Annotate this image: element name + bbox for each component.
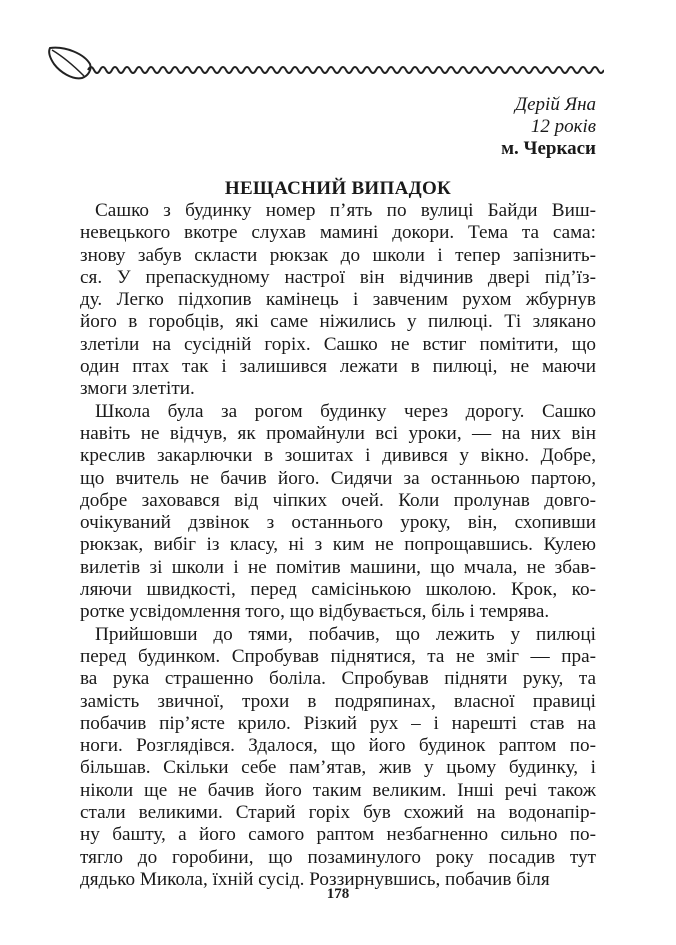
text-line: ду. Легко підхопив камінець і завченим рухом жбурнув (80, 289, 596, 311)
text-line: Прийшовши до тями, побачив, що лежить у пилюці (95, 623, 596, 645)
text-line: навіть не відчув, як промайнули всі уроки, — на них він (80, 422, 596, 444)
author-block (501, 94, 596, 160)
text-line: замість звичної, трохи в подряпинах, власної правиці (80, 690, 596, 712)
text-line: змоги злетіти. (80, 378, 195, 400)
text-line: Сашко з будинку номер п’ять по вулиці Байди Виш- (95, 200, 596, 221)
text-line: невецького вкотре слухав маминi докори. Тема та сама: (80, 222, 596, 244)
text-line: ну башту, а його самого раптом незбагненно сильно по- (80, 824, 596, 846)
feather-wave-ornament-icon (44, 44, 604, 84)
text-line: що вчитель не бачив його. Сидячи за останньою партою, (80, 467, 596, 489)
text-line: вилетів зі школи і не помітив машини, що мчала, не збав- (80, 556, 596, 578)
story-title: НЕЩАСНИЙ ВИПАДОК (224, 178, 452, 199)
text-line: ротке усвідомлення того, що відбувається, біль і темрява. (80, 601, 550, 623)
text-line: тягло до горобини, що позаминулого року посадив тут (80, 846, 596, 868)
text-line: ляючи швидкості, перед самісінькою школою. Крок, ко- (80, 579, 596, 601)
author-age: 12 років (530, 116, 596, 137)
text-line: більшав. Скільки себе пам’ятав, жив у цьому будинку, і (80, 757, 596, 779)
text-line: один птах так і залишився лежати в пилюці, не маючи (80, 356, 596, 378)
text-line: перед будинком. Спробував піднятися, та не зміг — пра- (80, 645, 596, 667)
text-line: дядько Микола, їхній сусід. Роззирнувшись, побачив біля (80, 868, 550, 890)
author-city: м. Черкаси (501, 138, 596, 159)
author-name: Дерій Яна (515, 94, 596, 115)
story-text (80, 200, 596, 891)
page-number: 178 (326, 886, 350, 902)
text-line: рюкзак, вибіг із класу, ні з ким не попрощавшись. Кулею (80, 534, 596, 556)
text-line: очікуваний дзвінок з останнього уроку, він, схопивши (80, 512, 596, 534)
text-line: ноги. Розглядівся. Здалося, що його будинок раптом по- (80, 735, 596, 757)
text-line: ва рука страшенно боліла. Спробував підняти руку, та (80, 668, 596, 690)
text-line: знову забув скласти рюкзак до школи і тепер запізнить- (80, 244, 596, 266)
text-line: злетіли на сусідній горіх. Сашко не встиг помітити, що (80, 333, 596, 355)
text-line: побачив пір’ясте крило. Різкий рух – і нарешті став на (80, 712, 596, 734)
text-line: ніколи ще не бачив його таким великим. Інші речі також (80, 779, 596, 801)
text-line: креслив закарлючки в зошитах і дивився у вікно. Добре, (80, 445, 596, 467)
text-line: ся. У препаскудному настрої він відчинив двері під’їз- (80, 266, 596, 288)
text-line: Школа була за рогом будинку через дорогу. Сашко (95, 400, 596, 422)
text-line: стали великими. Старий горіх був схожий на водонапір- (80, 802, 596, 824)
text-line: добре заховався від чіпких очей. Коли пролунав довго- (80, 489, 596, 511)
text-line: його в горобців, які саме ніжились у пилюці. Ті зляканo (80, 311, 596, 333)
